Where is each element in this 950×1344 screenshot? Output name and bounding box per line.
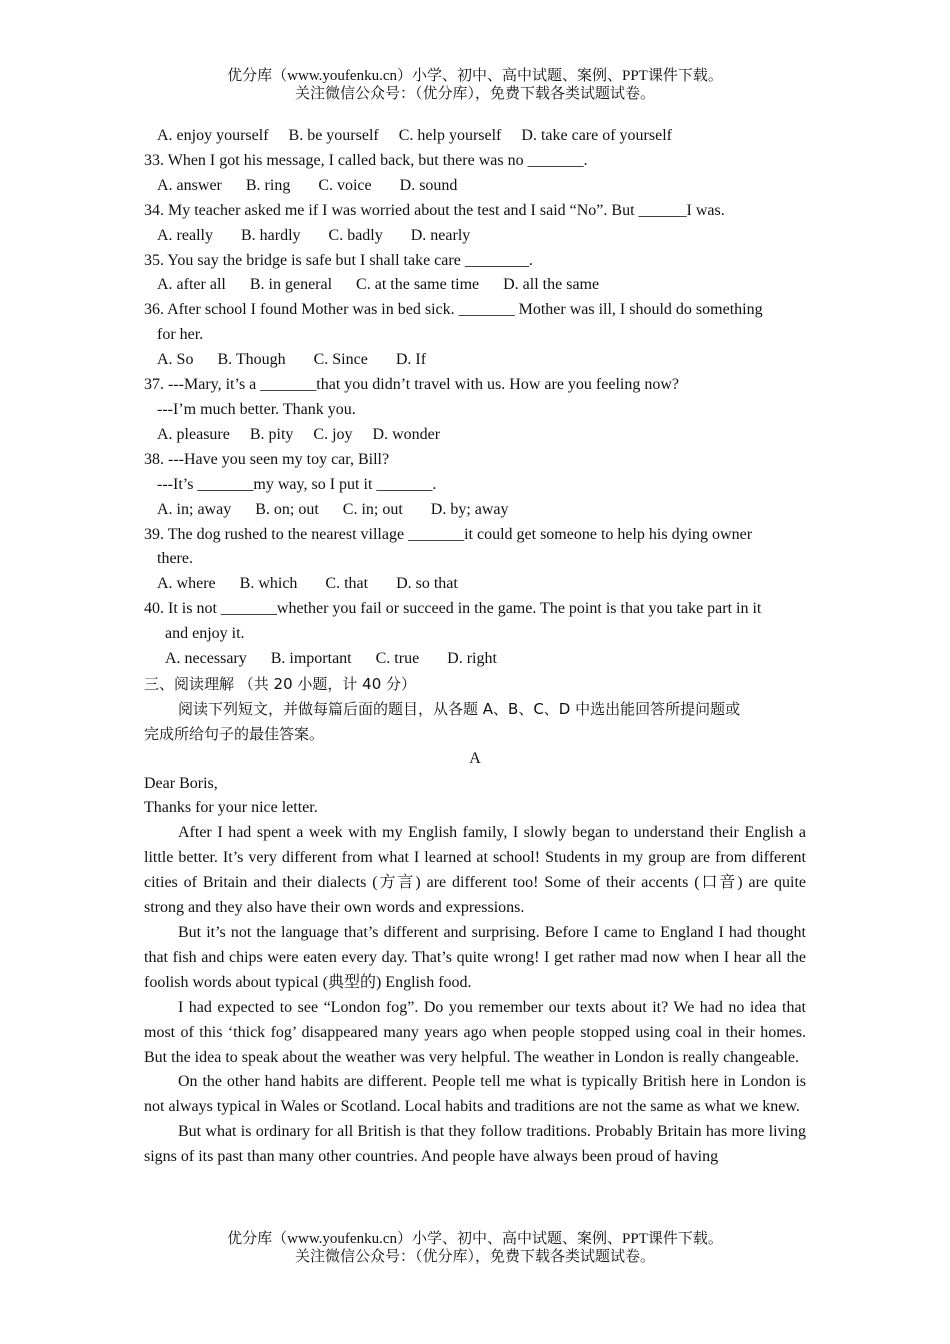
q38-reply: ---It’s _______my way, so I put it _______. [157,475,437,493]
section-instruction-line-1: 阅读下列短文，并做每篇后面的题目，从各题 A、B、C、D 中选出能回答所提问题或 [178,699,741,718]
q34-stem: 34. My teacher asked me if I was worried about the test and I said “No”. But ______I was. [144,201,725,219]
q37-stem: 37. ---Mary, it’s a _______that you didn’t travel with us. How are you feeling now? [144,376,679,394]
q39-stem: 39. The dog rushed to the nearest village _______it could get someone to help his dying owner [144,525,753,543]
section-instruction-line-2: 完成所给句子的最佳答案。 [144,724,325,743]
footer-line-2: 关注微信公众号：（优分库），免费下载各类试题试卷。 [294,1249,655,1265]
q38-stem: 38. ---Have you seen my toy car, Bill? [144,450,390,468]
document-body [144,124,806,1170]
q35-options: A. after all B. in general C. at the same time D. all the same [157,276,600,294]
page-header [0,67,950,103]
q37-reply: ---I’m much better. Thank you. [157,400,356,418]
q39-options: A. where B. which C. that D. so that [157,575,458,593]
passage-paragraph: But what is ordinary for all British is that they follow traditions. Probably Britain has more living signs of its past than many other countries. And people have always been proud of having [144,1123,806,1166]
header-line-1: 优分库（www.youfenku.cn）小学、初中、高中试题、案例、PPT课件下载。 [227,68,723,84]
page-footer [0,1230,950,1266]
footer-line-1: 优分库（www.youfenku.cn）小学、初中、高中试题、案例、PPT课件下载。 [227,1231,723,1247]
q33-options: A. answer B. ring C. voice D. sound [157,176,458,194]
passage-label: A [469,749,481,767]
q35-stem: 35. You say the bridge is safe but I shall take care ________. [144,251,533,269]
q33-stem: 33. When I got his message, I called back, but there was no _______. [144,151,588,169]
q36-stem: 36. After school I found Mother was in bed sick. _______ Mother was ill, I should do something [144,301,763,319]
letter-salutation: Dear Boris, [144,774,218,792]
passage-paragraph: After I had spent a week with my English family, I slowly began to understand their English a little better. It’s very different from what I learned at school! Students in my group are from different cities of Britain and their dialects (方言) are different too! Some of their accents (口音) are quite strong and they also have their own words and expressions. [144,824,806,917]
header-line-2: 关注微信公众号：（优分库），免费下载各类试题试卷。 [294,86,655,102]
q34-options: A. really B. hardly C. badly D. nearly [157,226,471,244]
q39-stem-continued: there. [157,550,193,568]
passage-paragraph: But it’s not the language that’s different and surprising. Before I came to England I had thought that fish and chips were eaten every day. That’s quite wrong! I get rather mad now when I hear all the foolish words about typical (典型的) English food. [144,924,806,991]
letter-opening: Thanks for your nice letter. [144,799,318,817]
passage-paragraph: I had expected to see “London fog”. Do you remember our texts about it? We had no idea that most of this ‘thick fog’ disappeared many years ago when people stopped using coal in their homes. But the idea to speak about the weather was very helpful. The weather in London is really changeable. [144,998,806,1066]
passage-paragraph: On the other hand habits are different. People tell me what is typically British here in London is not always typical in Wales or Scotland. Local habits and traditions are not the same as what we knew. [144,1073,806,1116]
q38-options: A. in; away B. on; out C. in; out D. by; away [157,500,509,518]
q32-options: A. enjoy yourself B. be yourself C. help yourself D. take care of yourself [157,127,672,144]
q37-options: A. pleasure B. pity C. joy D. wonder [157,425,441,443]
q36-stem-continued: for her. [157,326,204,344]
q40-stem-continued: and enjoy it. [165,625,245,643]
q40-options: A. necessary B. important C. true D. right [165,650,497,668]
q40-stem: 40. It is not _______whether you fail or succeed in the game. The point is that you take part in it [144,600,762,618]
q36-options: A. So B. Though C. Since D. If [157,351,427,369]
section-title: 三、阅读理解 （共 20 小题，计 40 分） [144,674,417,693]
